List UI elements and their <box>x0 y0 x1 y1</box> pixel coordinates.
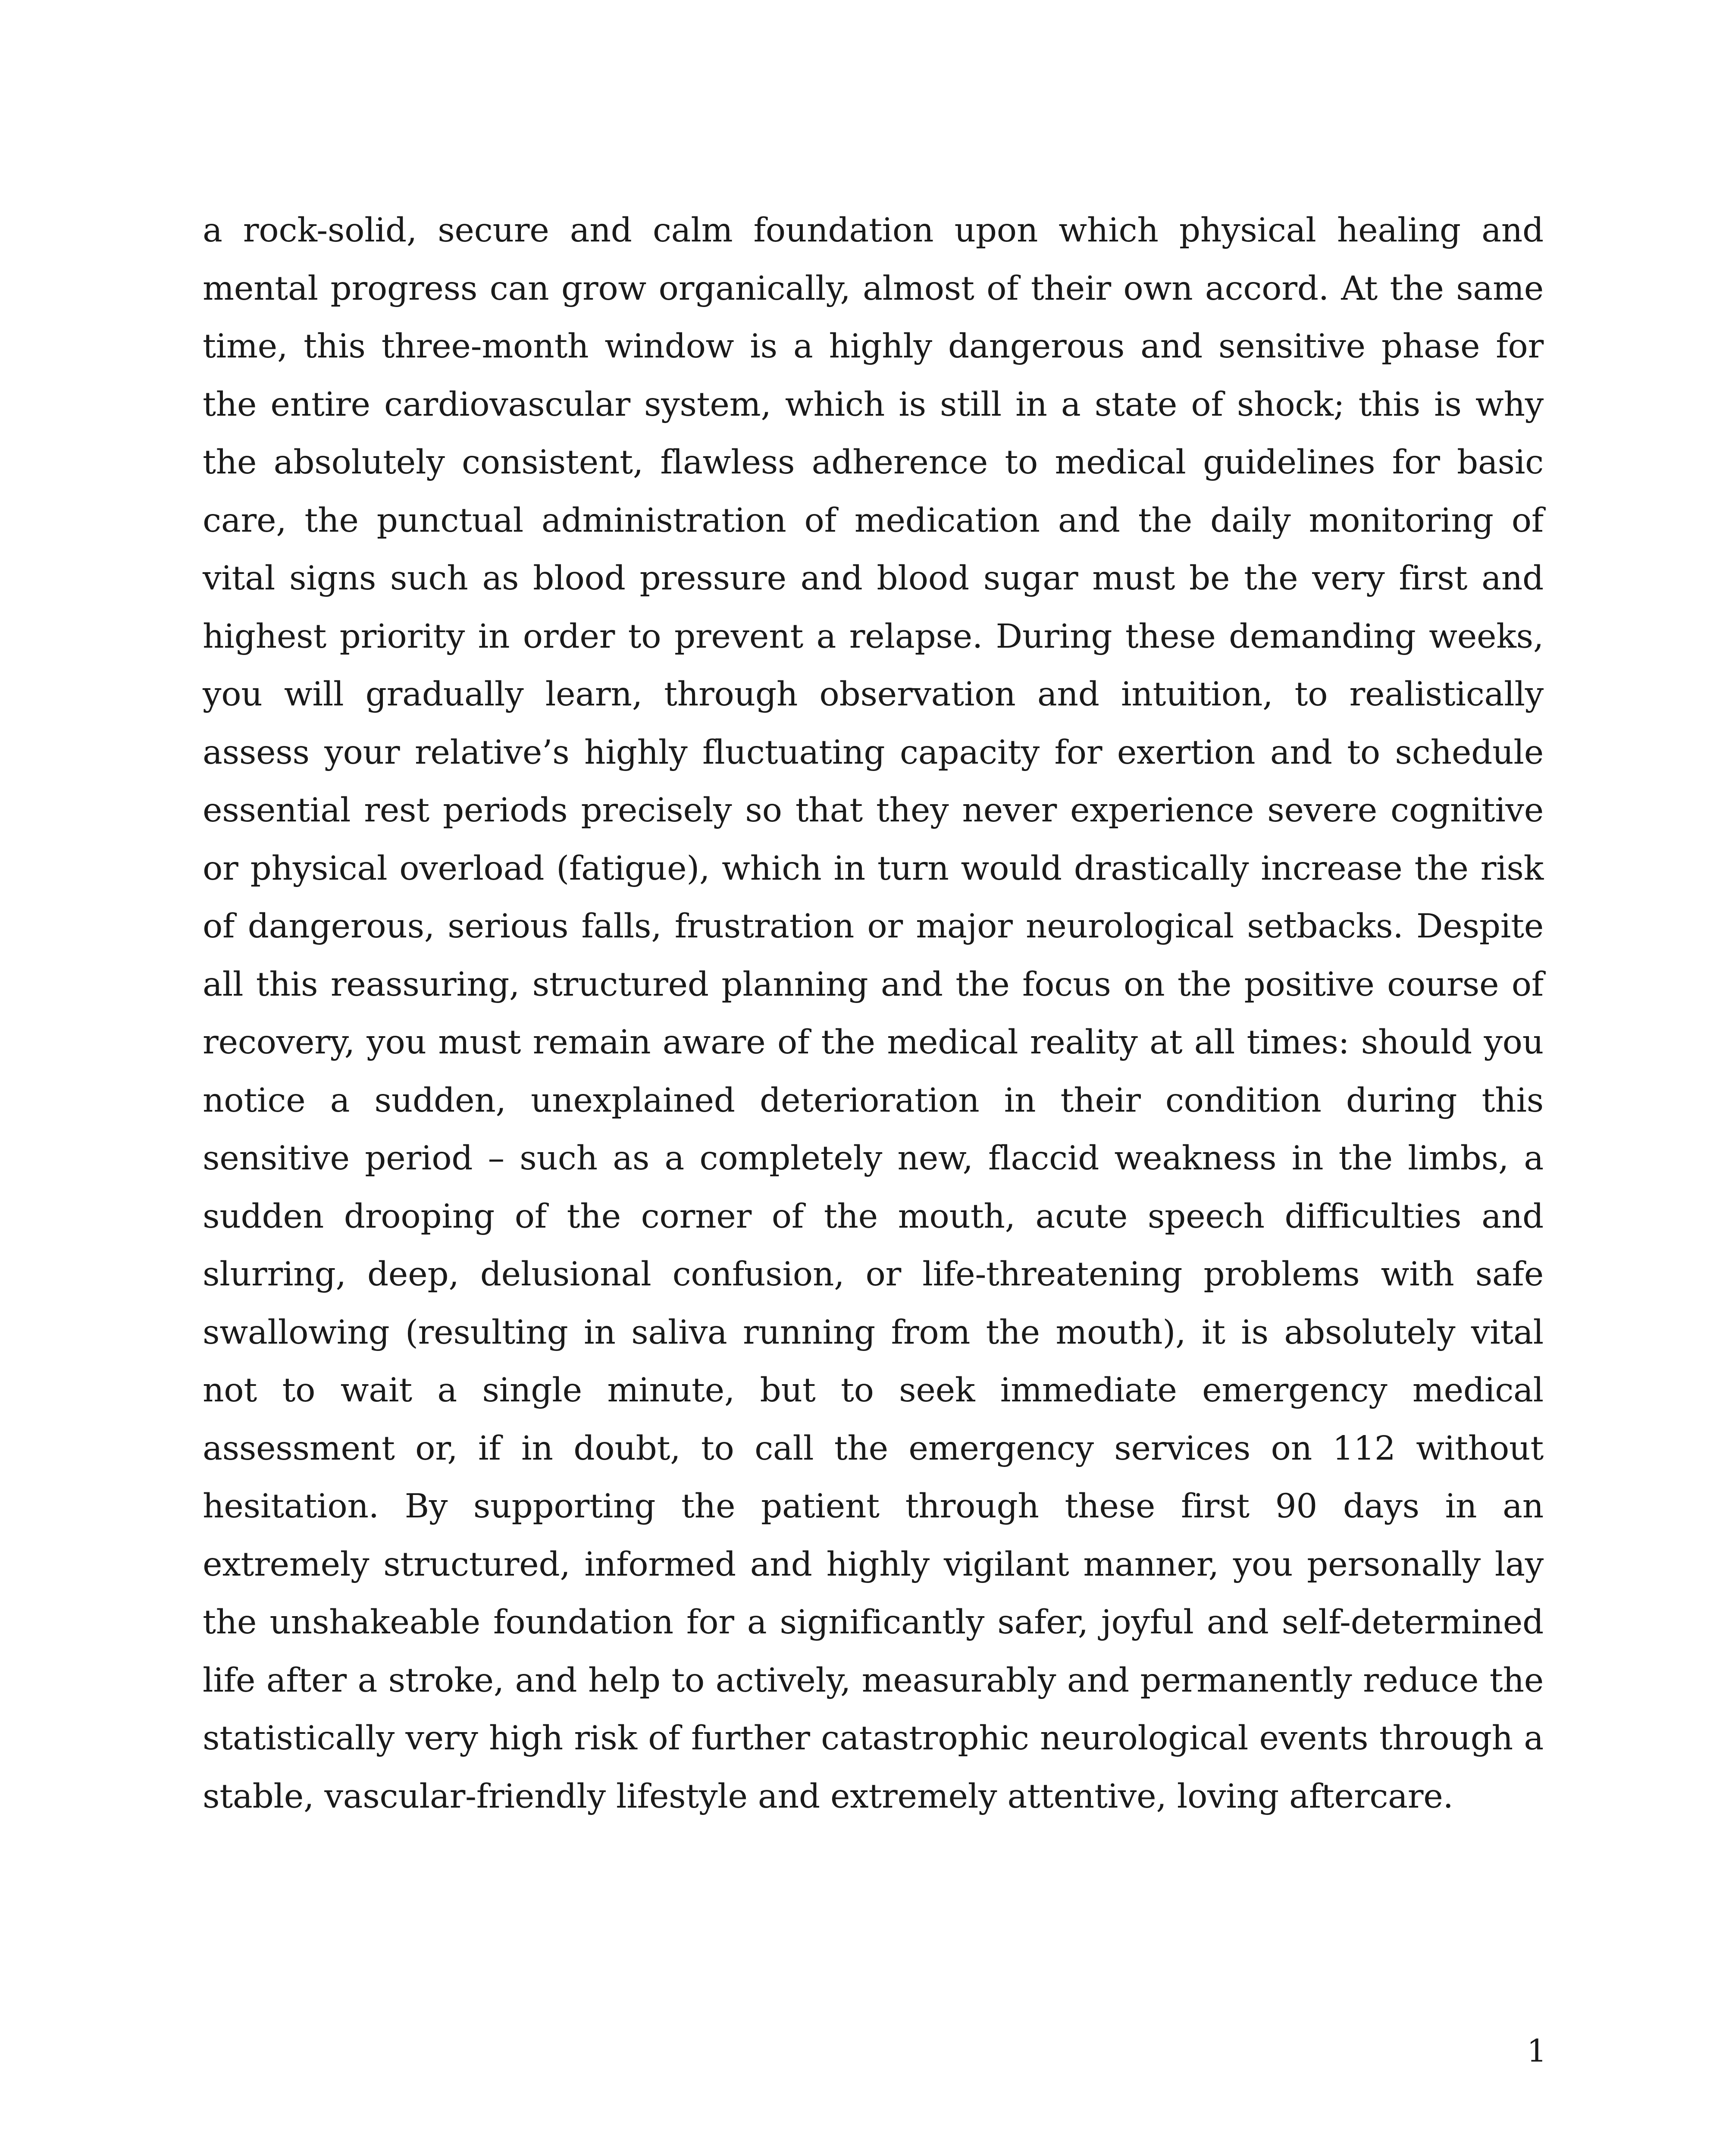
body-paragraph: a rock-solid, secure and calm foundation upon which physical healing and mental progress can grow organically, almost of their own accord. At the same time, this three-month window is a highly dangerous and sensitive phase for the entire cardiovascular system, which is still in a state of shock; this is why the absolutely consistent, flawless adherence to medical guidelines for basic care, the punctual administration of medication and the daily monitoring of vital signs such as blood pressure and blood sugar must be the very first and highest priority in order to prevent a relapse. During these demanding weeks, you will gradually learn, through observation and intuition, to realistically assess your relative’s highly fluctuating capacity for exertion and to schedule essential rest periods precisely so that they never experience severe cognitive or physical overload (fatigue), which in turn would drastically increase the risk of dangerous, serious falls, frustration or major neurological setbacks. Despite all this reassuring, structured planning and the focus on the positive course of recovery, you must remain aware of the medical reality at all times: should you notice a sudden, unexplained deterioration in their condition during this sensitive period – such as a completely new, flaccid weakness in the limbs, a sudden drooping of the corner of the mouth, acute speech difficulties and slurring, deep, delusional confusion, or life-threatening problems with safe swallowing (resulting in saliva running from the mouth), it is absolutely vital not to wait a single minute, but to seek immediate emergency medical assessment or, if in doubt, to call the emergency services on 112 without hesitation. By supporting the patient through these first 90 days in an extremely structured, informed and highly vigilant manner, you personally lay the unshakeable foundation for a significantly safer, joyful and self-determined life after a stroke, and help to actively, measurably and permanently reduce the statistically very high risk of further catastrophic neurological events through a stable, vascular-friendly lifestyle and extremely attentive, loving aftercare. <box>203 211 1544 1816</box>
page-number: 1 <box>1527 2033 1547 2069</box>
